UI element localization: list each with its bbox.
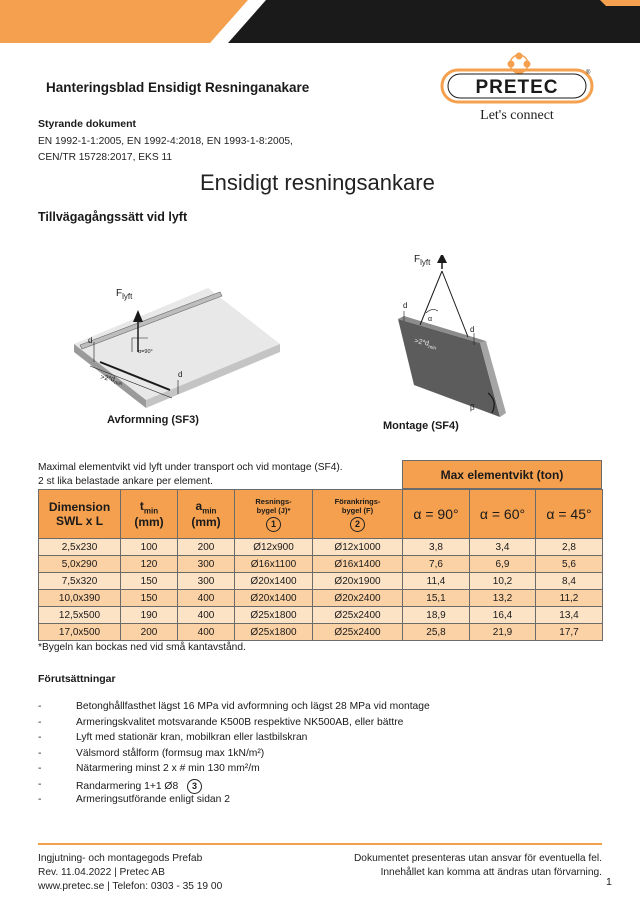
footer-left-line-2: Rev. 11.04.2022 | Pretec AB [38, 867, 165, 878]
list-item: - Armeringsutförande enligt sidan 2 [38, 794, 230, 805]
list-item: - Lyft med stationär kran, mobilkran eller lastbilskran [38, 732, 308, 743]
footer-left [38, 852, 222, 894]
footer-right [300, 852, 602, 880]
header-decor-bar [0, 0, 640, 43]
circle-number-1: 1 [266, 517, 281, 532]
fig-right-beta-label: β [470, 403, 475, 412]
max-weight-header: Max elementvikt (ton) [402, 460, 602, 489]
list-item: - Nätarmering minst 2 x # min 130 mm²/m [38, 763, 260, 774]
col-tmin: $t_{min}$ (mm) [121, 490, 178, 539]
intro-line-2: 2 st lika belastade ankare per element. [38, 476, 213, 487]
table-row: 5,0x290 120 300 Ø16x1100 Ø16x1400 7,6 6,9 5,6 [39, 556, 603, 573]
logo-wordmark: PRETEC [475, 77, 559, 98]
fig-left-d-label-2: d [178, 370, 183, 379]
page-number: 1 [606, 876, 612, 888]
table-intro [38, 461, 408, 489]
col-resningsbygel: Resnings- bygel (J)* 1 [235, 490, 313, 539]
fig-right-d-label-1: d [403, 301, 408, 310]
svg-text:®: ® [586, 70, 591, 76]
caption-montage: Montage (SF4) [383, 420, 459, 432]
pretec-logo [440, 46, 598, 132]
forutsattningar-heading: Förutsättningar [38, 673, 116, 685]
list-item: - Betonghållfasthet lägst 16 MPa vid avformning och lägst 28 MPa vid montage [38, 701, 430, 712]
table-row: 7,5x320 150 300 Ø20x1400 Ø20x1900 11,4 10,2 8,4 [39, 573, 603, 590]
standards-line-1: EN 1992-1-1:2005, EN 1992-4:2018, EN 1993-1-8:2005, [38, 136, 293, 147]
circle-number-3: 3 [187, 779, 202, 794]
figure-montage [390, 255, 510, 425]
list-item: - Välsmord stålform (formsug max 1kN/m²) [38, 747, 265, 759]
fig-left-alpha90-label: α=90° [138, 349, 153, 355]
main-title: Ensidigt resningsankare [200, 170, 435, 195]
col-forankringsbygel: Förankrings- bygel (F) 2 [313, 490, 403, 539]
fig-right-force-label: $F_{lyft}$ [414, 254, 431, 267]
forutsattningar-list [38, 701, 430, 810]
spec-table [38, 489, 603, 641]
col-dimension: Dimension SWL x L [39, 490, 121, 539]
col-alpha-90: α = 90° [403, 490, 470, 539]
section-lift-heading: Tillvägagångssätt vid lyft [38, 210, 188, 224]
footer-divider [38, 843, 602, 845]
circle-number-2: 2 [350, 517, 365, 532]
footer-right-line-1: Dokumentet presenteras utan ansvar för eventuella fel. [353, 853, 602, 864]
table-header-row [39, 490, 603, 539]
fig-right-d-label-2: d [470, 325, 475, 334]
table-row: 10,0x390 150 400 Ø20x1400 Ø20x2400 15,1 13,2 11,2 [39, 590, 603, 607]
col-alpha-60: α = 60° [470, 490, 536, 539]
figure-avformning [60, 280, 280, 410]
footer-left-line-1: Ingjutning- och montagegods Prefab [38, 853, 203, 864]
styrande-heading: Styrande dokument [38, 118, 137, 130]
table-row: 2,5x230 100 200 Ø12x900 Ø12x1000 3,8 3,4 2,8 [39, 539, 603, 556]
fig-left-gt2d-label: $>2*d_{min}$ [99, 374, 123, 388]
table-row: 17,0x500 200 400 Ø25x1800 Ø25x2400 25,8 21,9 17,7 [39, 624, 603, 641]
document-title: Hanteringsblad Ensidigt Resninganakare [46, 80, 310, 95]
footer-right-line-2: Innehållet kan komma att ändras utan förvarning. [380, 867, 602, 878]
table-footnote: *Bygeln kan bockas ned vid små kantavstånd. [38, 642, 246, 653]
intro-line-1: Maximal elementvikt vid lyft under transport och vid montage (SF4). [38, 462, 343, 473]
footer-left-line-3: www.pretec.se | Telefon: 0303 - 35 19 00 [38, 881, 223, 892]
logo-tagline: Let's connect [480, 108, 554, 123]
caption-avformning: Avformning (SF3) [107, 414, 199, 426]
standards-line-2: CEN/TR 15728:2017, EKS 11 [38, 152, 173, 163]
list-item: - Randarmering 1+1 Ø8 3 [38, 779, 430, 795]
table-row: 12,5x500 190 400 Ø25x1800 Ø25x2400 18,9 16,4 13,4 [39, 607, 603, 624]
col-alpha-45: α = 45° [536, 490, 603, 539]
fig-right-gt2d-label: $>2*d_{min}$ [413, 337, 437, 352]
col-amin: $a_{min}$ (mm) [178, 490, 235, 539]
fig-left-force-label: $F_{lyft}$ [116, 288, 133, 301]
list-item: - Armeringskvalitet motsvarande K500B respektive NK500AB, eller bättre [38, 716, 404, 728]
standards-text [38, 134, 293, 166]
fig-left-d-label-1: d [88, 336, 93, 345]
fig-right-alpha-label: α [428, 316, 433, 323]
